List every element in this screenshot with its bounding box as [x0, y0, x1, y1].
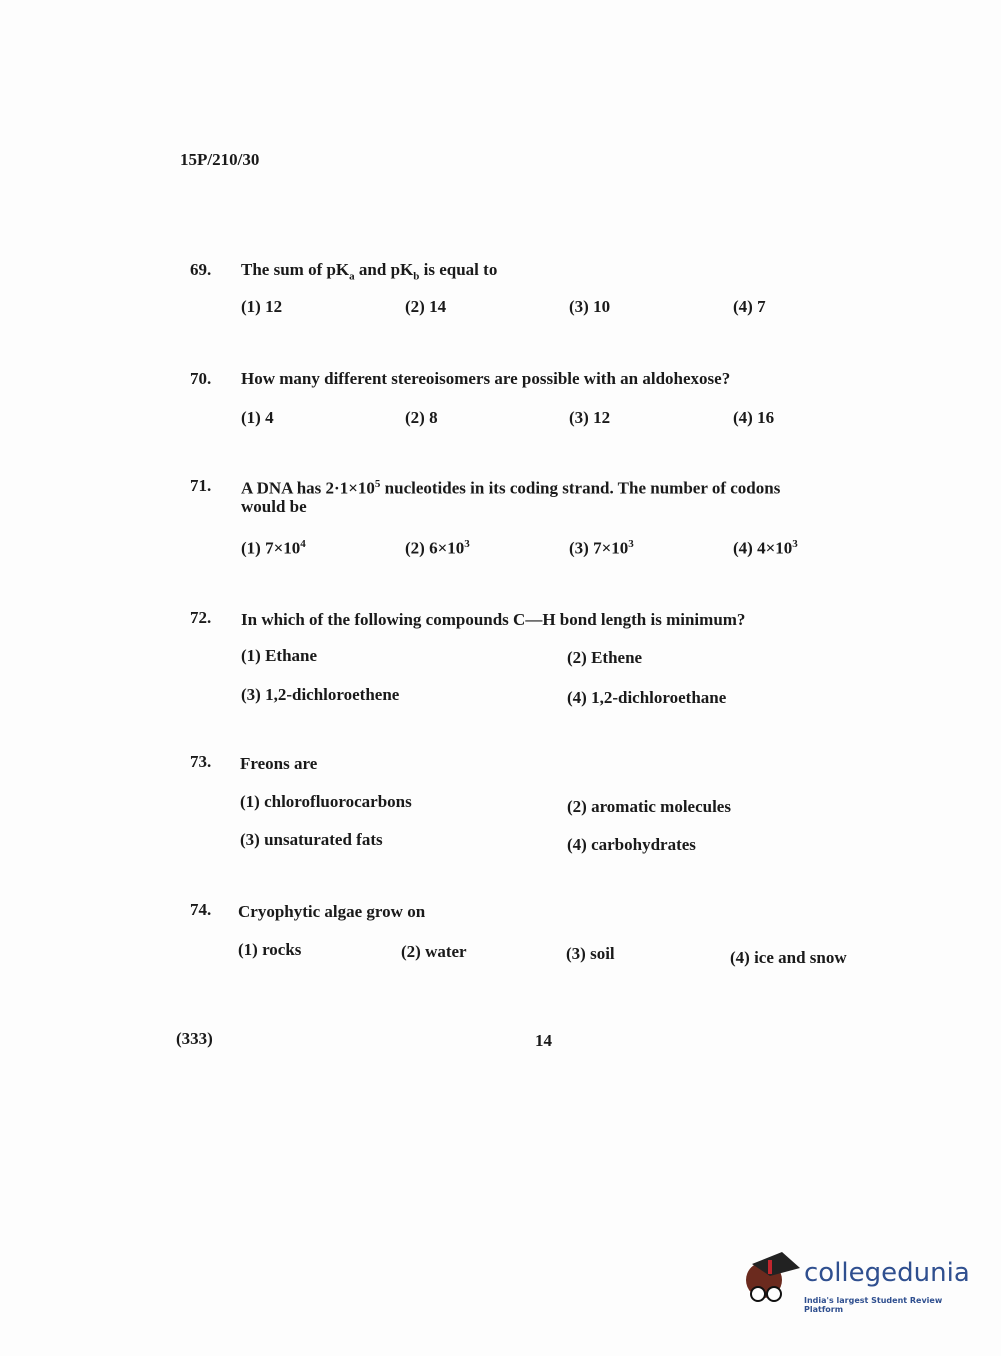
- option-2: (2) Ethene: [567, 648, 643, 667]
- question-number: 69.: [190, 260, 212, 279]
- option-3: (3) 12: [569, 408, 611, 427]
- option-4: (4) $4\times 10^3$: [733, 538, 798, 558]
- option-4: (4) 16: [733, 408, 775, 427]
- option-3: (3) $7\times 10^3$: [569, 538, 634, 558]
- option-1: (1) $7\times 10^4$: [241, 538, 306, 558]
- question-number: 70.: [190, 369, 212, 388]
- mascot-logo-icon: [742, 1250, 802, 1312]
- question-text: A DNA has $2\cdot 1\times 10^5$ nucleotides in its coding strand. The number of codons: [241, 478, 781, 498]
- option-3: (3) unsaturated fats: [240, 830, 383, 849]
- option-3: (3) 10: [569, 297, 611, 316]
- option-4: (4) carbohydrates: [567, 835, 696, 854]
- option-2: (2) aromatic molecules: [567, 797, 731, 816]
- brand-tagline: India's largest Student Review Platform: [804, 1296, 943, 1314]
- option-2: (2) 14: [405, 297, 447, 316]
- paper-code: 15P/210/30: [180, 150, 260, 169]
- question-number: 71.: [190, 476, 212, 495]
- option-4: (4) ice and snow: [730, 948, 847, 967]
- brand-name: collegedunia: [804, 1258, 970, 1288]
- collegedunia-watermark: [742, 1250, 972, 1320]
- page-number: 14: [535, 1031, 552, 1050]
- question-text: Cryophytic algae grow on: [238, 902, 426, 921]
- question-text-line2: would be: [241, 497, 307, 516]
- option-2: (2) water: [401, 942, 467, 961]
- question-text: The sum of $pK_a$ and $pK_b$ is equal to: [241, 260, 498, 283]
- option-1: (1) chlorofluorocarbons: [240, 792, 412, 811]
- option-2: (2) 8: [405, 408, 438, 427]
- option-4: (4) 7: [733, 297, 766, 316]
- footer-code: (333): [176, 1029, 213, 1048]
- question-text: Freons are: [240, 754, 318, 773]
- option-3: (3) 1,2-dichloroethene: [241, 685, 400, 704]
- question-number: 72.: [190, 608, 212, 627]
- question-number: 73.: [190, 752, 212, 771]
- question-number: 74.: [190, 900, 212, 919]
- option-3: (3) soil: [566, 944, 615, 963]
- option-1: (1) Ethane: [241, 646, 318, 665]
- option-2: (2) $6\times 10^3$: [405, 538, 470, 558]
- option-1: (1) rocks: [238, 940, 302, 959]
- option-1: (1) 12: [241, 297, 283, 316]
- option-1: (1) 4: [241, 408, 274, 427]
- question-text: In which of the following compounds C—H bond length is minimum?: [241, 610, 746, 629]
- option-4: (4) 1,2-dichloroethane: [567, 688, 727, 707]
- question-text: How many different stereoisomers are possible with an aldohexose?: [241, 369, 731, 388]
